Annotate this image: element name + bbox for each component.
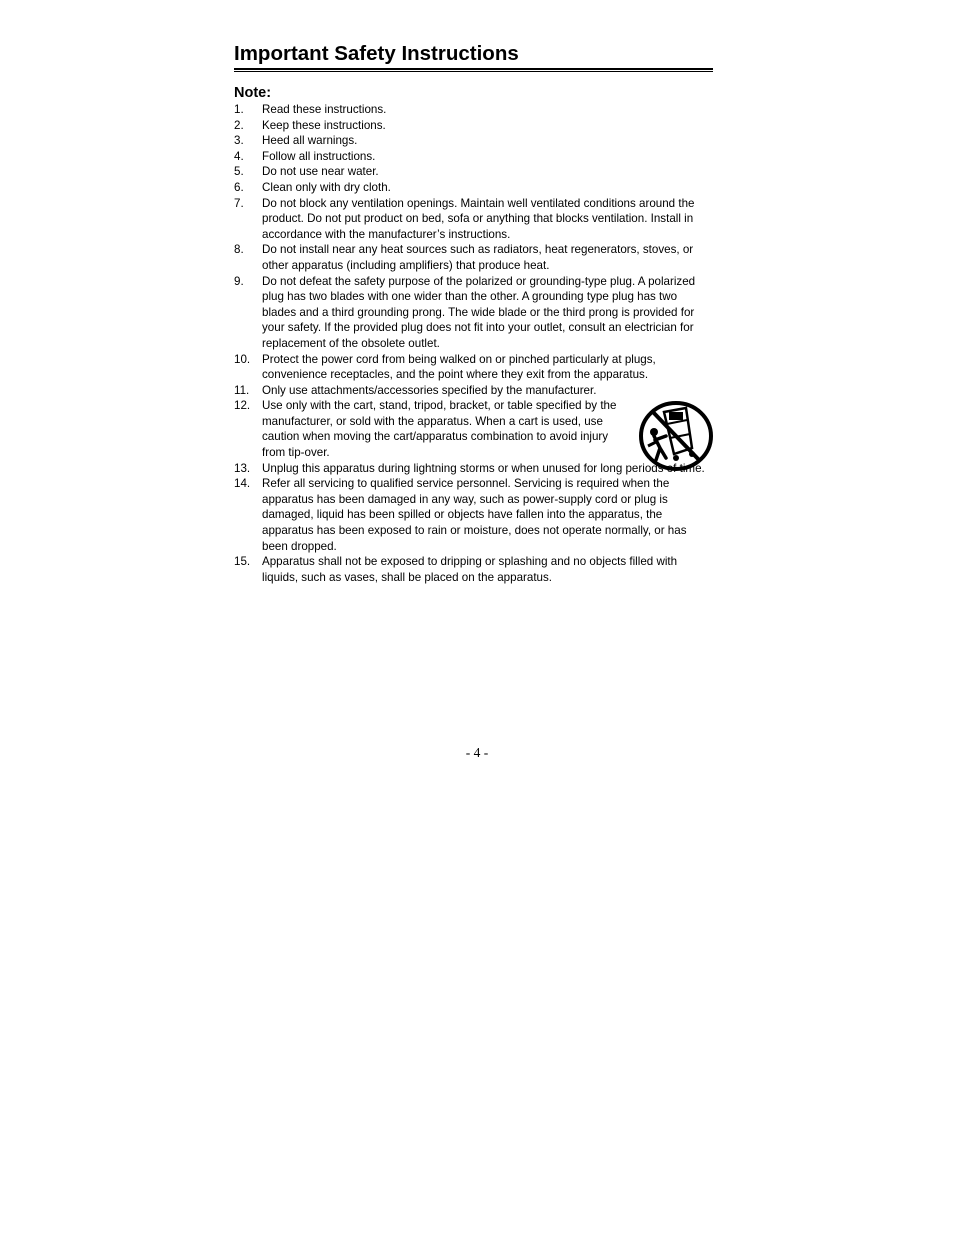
item-number: 11. — [234, 383, 250, 397]
item-text: Protect the power cord from being walked on or pinched particularly at plugs, convenience receptacles, and the point where they exit from the apparatus. — [262, 352, 656, 382]
item-text: Do not install near any heat sources such as radiators, heat regenerators, stoves, or other apparatus (including amplifiers) that produce heat. — [262, 243, 694, 272]
item-number: 6. — [234, 180, 244, 194]
list-item — [234, 352, 714, 383]
item-number: 9. — [234, 274, 244, 288]
list-item — [234, 118, 714, 134]
title-rule-thin — [234, 71, 713, 72]
item-text: Keep these instructions. — [262, 118, 386, 132]
item-number: 12. — [234, 399, 251, 413]
list-item — [234, 383, 714, 399]
item-text: Do not block any ventilation openings. Maintain well ventilated conditions around the product. Do not put product on bed, sofa or anything that blocks ventilation. Install in accordance with the manufacturer’s instructions. — [262, 196, 695, 241]
instruction-list — [234, 102, 714, 585]
item-text: Do not defeat the safety purpose of the polarized or grounding-type plug. A polarized plug has two blades with one wider than the other. A grounding type plug has two blades and a third grounding prong. The wide blade or the third prong is provided for your safety. If the provided plug does not fit into your outlet, consult an electrician for replacement of the obsolete outlet. — [262, 274, 696, 350]
item-number: 2. — [234, 118, 244, 132]
document-page — [234, 40, 714, 585]
list-item — [234, 461, 714, 477]
item-number: 4. — [234, 149, 244, 163]
item-number: 10. — [234, 352, 251, 366]
item-number: 15. — [234, 555, 251, 569]
item-text: Unplug this apparatus during lightning storms or when unused for long periods of time. — [262, 461, 705, 475]
item-number: 1. — [234, 103, 244, 116]
list-item-cart — [234, 398, 714, 460]
item-text: Only use attachments/accessories specified by the manufacturer. — [262, 383, 597, 397]
item-number: 7. — [234, 196, 244, 210]
item-number: 5. — [234, 165, 244, 179]
list-item — [234, 180, 714, 196]
item-number: 13. — [234, 461, 251, 475]
list-item — [234, 149, 714, 165]
item-text: Read these instructions. — [262, 103, 387, 116]
item-text: Apparatus shall not be exposed to dripping or splashing and no objects filled with liquids, such as vases, shall be placed on the apparatus. — [262, 555, 678, 584]
list-item — [234, 196, 714, 243]
item-text: Do not use near water. — [262, 165, 379, 179]
item-text: Refer all servicing to qualified service personnel. Servicing is required when the apparatus has been damaged in any way, such as power-supply cord or plug is damaged, liquid has been spilled or objects have fallen into the apparatus, the apparatus has been exposed to rain or moisture, does not operate normally, or has been dropped. — [262, 477, 687, 553]
list-item — [234, 274, 714, 352]
item-text: Follow all instructions. — [262, 149, 376, 163]
list-item — [234, 554, 714, 585]
list-item — [234, 164, 714, 180]
item-text: Use only with the cart, stand, tripod, bracket, or table specified by the manufacturer, or sold with the apparatus. When a cart is used, use caution when moving the cart/apparatus combination to avoid injury from tip-over. — [262, 399, 617, 460]
page-title: Important Safety Instructions — [234, 42, 519, 65]
note-label: Note: — [234, 85, 272, 101]
item-number: 3. — [234, 134, 244, 148]
list-item — [234, 102, 714, 118]
item-text: Heed all warnings. — [262, 134, 358, 148]
page-number: - 4 - — [465, 745, 489, 760]
list-item — [234, 476, 714, 554]
item-text: Clean only with dry cloth. — [262, 180, 391, 194]
list-item — [234, 133, 714, 149]
item-number: 8. — [234, 243, 244, 257]
list-item — [234, 242, 714, 273]
item-number: 14. — [234, 477, 251, 491]
title-rule-thick — [234, 68, 713, 70]
